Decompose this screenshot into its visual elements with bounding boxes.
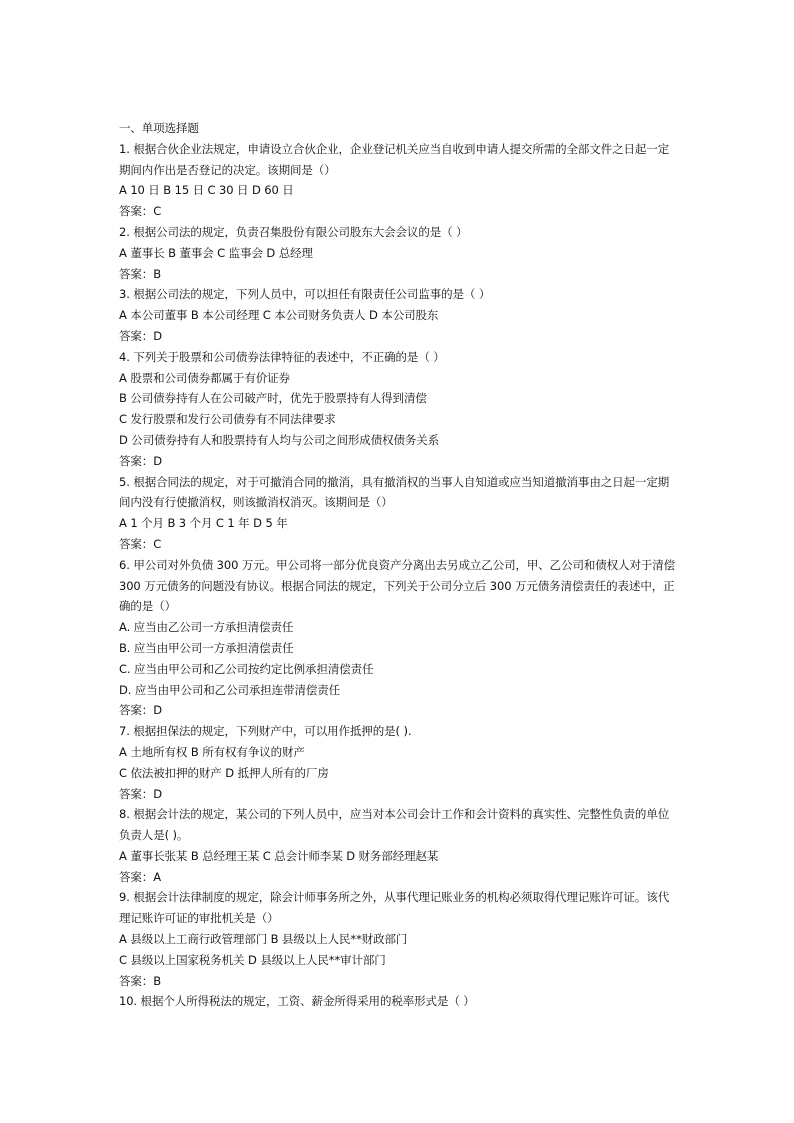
question-stem: 8. 根据会计法的规定，某公司的下列人员中，应当对本公司会计工作和会计资料的真实性、完整性负责的单位负责人是( )。 — [119, 807, 670, 843]
question-6 — [119, 555, 679, 721]
document-page — [119, 118, 679, 1012]
question-5 — [119, 472, 679, 555]
question-4 — [119, 347, 679, 472]
question-answer: 答案：D — [119, 703, 162, 718]
question-option: D 公司债券持有人和股票持有人均与公司之间形成债权债务关系 — [119, 432, 440, 447]
question-stem: 4. 下列关于股票和公司债券法律特征的表述中，不正确的是（ ） — [119, 349, 445, 364]
question-option: A 县级以上工商行政管理部门 B 县级以上人民**财政部门 — [119, 932, 408, 947]
question-stem: 2. 根据公司法的规定，负责召集股份有限公司股东大会会议的是（ ） — [119, 224, 468, 239]
question-2 — [119, 222, 679, 284]
question-stem: 9. 根据会计法律制度的规定，除会计师事务所之外，从事代理记账业务的机构必须取得代理记账许可证。该代理记账许可证的审批机关是（） — [119, 890, 670, 926]
question-answer: 答案：C — [119, 536, 162, 551]
question-option: A 股票和公司债券都属于有价证券 — [119, 370, 290, 385]
question-answer: 答案：B — [119, 266, 161, 281]
question-answer: 答案：D — [119, 786, 162, 801]
question-9 — [119, 887, 679, 991]
question-option: A 1 个月 B 3 个月 C 1 年 D 5 年 — [119, 516, 288, 531]
question-stem: 5. 根据合同法的规定，对于可撤消合同的撤消，具有撤消权的当事人自知道或应当知道撤消事由之日起一定期间内没有行使撤消权，则该撤消权消灭。该期间是（） — [119, 474, 670, 510]
question-option: C. 应当由甲公司和乙公司按约定比例承担清偿责任 — [119, 661, 374, 676]
question-stem: 7. 根据担保法的规定，下列财产中，可以用作抵押的是( ). — [119, 724, 412, 739]
question-10 — [119, 991, 679, 1012]
question-option: C 发行股票和发行公司债券有不同法律要求 — [119, 412, 336, 427]
question-answer: 答案：C — [119, 204, 162, 219]
question-option: D. 应当由甲公司和乙公司承担连带清偿责任 — [119, 682, 341, 697]
question-8 — [119, 804, 679, 887]
question-option: A 土地所有权 B 所有权有争议的财产 — [119, 744, 305, 759]
question-answer: 答案：D — [119, 328, 162, 343]
question-option: A 董事长 B 董事会 C 监事会 D 总经理 — [119, 245, 313, 260]
question-option: A 10 日 B 15 日 C 30 日 D 60 日 — [119, 183, 294, 198]
question-option: C 县级以上国家税务机关 D 县级以上人民**审计部门 — [119, 952, 386, 967]
question-stem: 10. 根据个人所得税法的规定，工资、薪金所得采用的税率形式是（ ） — [119, 994, 475, 1009]
question-7 — [119, 721, 679, 804]
question-answer: 答案：A — [119, 869, 161, 884]
question-stem: 6. 甲公司对外负债 300 万元。甲公司将一部分优良资产分离出去另成立乙公司，甲、乙公司和债权人对于清偿 300 万元债务的问题没有协议。根据合同法的规定，下列关于公司分立后 300 万元债务清偿责任的表述中，正确的是（） — [119, 557, 676, 614]
question-answer: 答案：B — [119, 973, 161, 988]
question-stem: 3. 根据公司法的规定，下列人员中，可以担任有限责任公司监事的是（ ） — [119, 287, 491, 302]
question-1 — [119, 139, 679, 222]
question-stem: 1. 根据合伙企业法规定，申请设立合伙企业，企业登记机关应当自收到申请人提交所需的全部文件之日起一定期间内作出是否登记的决定。该期间是（） — [119, 141, 670, 177]
question-answer: 答案：D — [119, 453, 162, 468]
question-option: A 本公司董事 B 本公司经理 C 本公司财务负责人 D 本公司股东 — [119, 308, 439, 323]
question-option: C 依法被扣押的财产 D 抵押人所有的厂房 — [119, 765, 329, 780]
question-option: A. 应当由乙公司一方承担清偿责任 — [119, 620, 294, 635]
question-option: A 董事长张某 B 总经理王某 C 总会计师李某 D 财务部经理赵某 — [119, 848, 439, 863]
section-title: 一、单项选择题 — [119, 121, 199, 135]
question-3 — [119, 284, 679, 346]
question-option: B. 应当由甲公司一方承担清偿责任 — [119, 640, 294, 655]
question-option: B 公司债券持有人在公司破产时，优先于股票持有人得到清偿 — [119, 391, 427, 406]
